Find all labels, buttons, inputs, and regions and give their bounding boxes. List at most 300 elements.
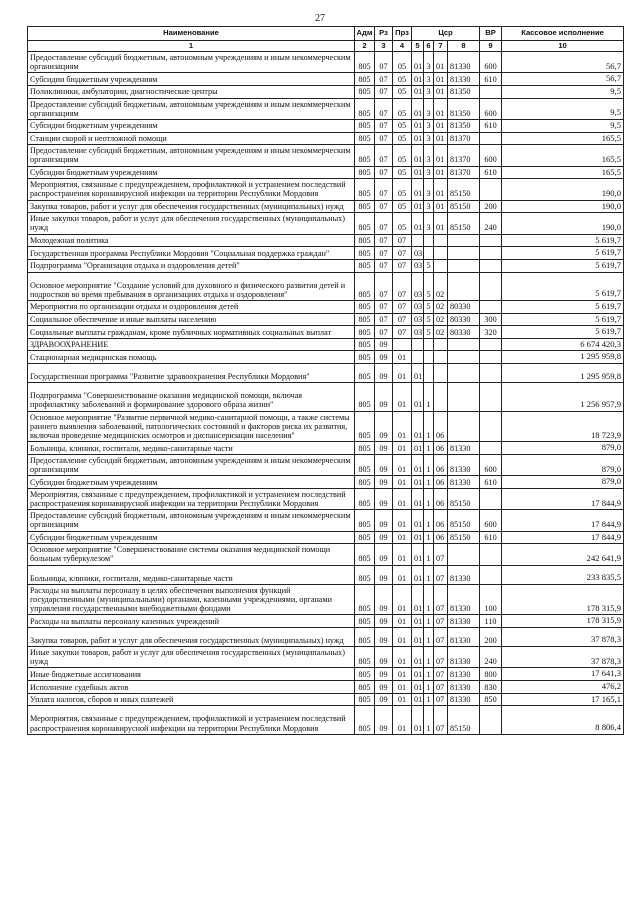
- row-sum: 5 619,7: [502, 272, 624, 300]
- row-prz: 07: [393, 313, 412, 326]
- row-csr-direction: 85150: [448, 200, 480, 213]
- row-csr-program: 01: [412, 488, 424, 509]
- row-vr: 110: [480, 615, 502, 628]
- row-name: Социальное обеспечение и иные выплаты населению: [28, 313, 355, 326]
- row-adm: 805: [355, 179, 375, 200]
- table-row: [28, 179, 624, 200]
- row-sum: 242 641,9: [502, 544, 624, 565]
- row-name: Мероприятия, связанные с предупреждением, профилактикой и устранением последствий распространения коронавирусной инфекции на территории Республики Мордовия: [28, 706, 355, 734]
- row-name: Основное мероприятие "Совершенствование системы оказания медицинской помощи больным туберкулезом": [28, 544, 355, 565]
- table-row: [28, 234, 624, 247]
- row-prz: 01: [393, 706, 412, 734]
- row-name: Молодежная политика: [28, 234, 355, 247]
- row-adm: 805: [355, 247, 375, 260]
- row-prz: 05: [393, 120, 412, 133]
- row-sum: 233 835,5: [502, 565, 624, 584]
- row-rz: 09: [375, 510, 393, 531]
- row-name: Уплата налогов, сборов и иных платежей: [28, 693, 355, 706]
- row-sum: 5 619,7: [502, 326, 624, 339]
- table-row: [28, 615, 624, 628]
- row-csr-event: 07: [434, 668, 448, 681]
- row-csr-program: [412, 234, 424, 247]
- table-row: [28, 364, 624, 383]
- row-adm: 805: [355, 454, 375, 475]
- row-adm: 805: [355, 145, 375, 166]
- row-adm: 805: [355, 681, 375, 694]
- table-row: [28, 86, 624, 99]
- row-csr-program: 01: [412, 454, 424, 475]
- header-adm: Адм: [355, 27, 375, 41]
- row-vr: [480, 259, 502, 272]
- row-sum: 5 619,7: [502, 234, 624, 247]
- row-prz: 01: [393, 615, 412, 628]
- row-csr-subprogram: 3: [424, 200, 434, 213]
- table-row: [28, 98, 624, 119]
- row-rz: 07: [375, 145, 393, 166]
- row-prz: 01: [393, 668, 412, 681]
- row-csr-direction: 81330: [448, 454, 480, 475]
- row-vr: 610: [480, 120, 502, 133]
- row-adm: 805: [355, 326, 375, 339]
- row-name: Социальные выплаты гражданам, кроме публичных нормативных социальных выплат: [28, 326, 355, 339]
- row-name: Закупка товаров, работ и услуг для обеспечения государственных (муниципальных) нужд: [28, 627, 355, 646]
- header-prz: Прз: [393, 27, 412, 41]
- row-rz: 09: [375, 681, 393, 694]
- table-row: [28, 531, 624, 544]
- row-csr-subprogram: 1: [424, 706, 434, 734]
- row-csr-direction: 81330: [448, 668, 480, 681]
- row-adm: 805: [355, 411, 375, 442]
- row-rz: 09: [375, 442, 393, 455]
- row-sum: 178 315,9: [502, 584, 624, 615]
- row-csr-subprogram: 5: [424, 300, 434, 313]
- row-csr-program: 01: [412, 200, 424, 213]
- row-vr: [480, 351, 502, 364]
- row-csr-subprogram: 3: [424, 213, 434, 234]
- row-prz: 07: [393, 300, 412, 313]
- col-num: 7: [434, 40, 448, 52]
- table-row: [28, 313, 624, 326]
- row-name: Государственная программа Республики Мордовия "Социальная поддержка граждан": [28, 247, 355, 260]
- table-row: [28, 442, 624, 455]
- row-csr-event: 06: [434, 411, 448, 442]
- row-rz: 09: [375, 544, 393, 565]
- row-vr: [480, 544, 502, 565]
- row-rz: 09: [375, 615, 393, 628]
- row-vr: 240: [480, 647, 502, 668]
- row-sum: 476,2: [502, 681, 624, 694]
- row-csr-event: 02: [434, 272, 448, 300]
- row-sum: 56,7: [502, 52, 624, 73]
- row-adm: 805: [355, 647, 375, 668]
- header-row: [28, 27, 624, 41]
- row-vr: 600: [480, 510, 502, 531]
- row-csr-event: 01: [434, 166, 448, 179]
- row-csr-subprogram: 1: [424, 565, 434, 584]
- row-csr-event: 02: [434, 326, 448, 339]
- row-name: Предоставление субсидий бюджетным, автономным учреждениям и иным некоммерческим организациям: [28, 52, 355, 73]
- row-vr: [480, 488, 502, 509]
- col-num: 10: [502, 40, 624, 52]
- row-prz: 01: [393, 510, 412, 531]
- row-csr-event: 06: [434, 454, 448, 475]
- row-adm: 805: [355, 476, 375, 489]
- row-csr-program: 03: [412, 326, 424, 339]
- col-num: 3: [375, 40, 393, 52]
- row-adm: 805: [355, 234, 375, 247]
- row-csr-subprogram: 1: [424, 681, 434, 694]
- row-vr: [480, 338, 502, 351]
- row-adm: 805: [355, 351, 375, 364]
- row-csr-event: [434, 259, 448, 272]
- row-name: Мероприятия, связанные с предупреждением, профилактикой и устранением последствий распространения коронавирусной инфекции на территории Республики Мордовия: [28, 179, 355, 200]
- row-adm: 805: [355, 383, 375, 411]
- row-adm: 805: [355, 565, 375, 584]
- row-csr-subprogram: 5: [424, 259, 434, 272]
- row-csr-event: 01: [434, 86, 448, 99]
- row-csr-subprogram: 1: [424, 627, 434, 646]
- row-csr-subprogram: 3: [424, 86, 434, 99]
- row-vr: [480, 300, 502, 313]
- row-csr-direction: 81330: [448, 565, 480, 584]
- row-prz: 01: [393, 544, 412, 565]
- row-name: Государственная программа "Развитие здравоохранения Республики Мордовия": [28, 364, 355, 383]
- row-csr-program: 03: [412, 247, 424, 260]
- row-vr: [480, 179, 502, 200]
- row-csr-subprogram: [424, 234, 434, 247]
- row-prz: 05: [393, 73, 412, 86]
- row-prz: 01: [393, 476, 412, 489]
- row-sum: 1 295 959,8: [502, 364, 624, 383]
- row-csr-direction: 81370: [448, 132, 480, 145]
- row-csr-event: 07: [434, 584, 448, 615]
- row-csr-subprogram: 1: [424, 488, 434, 509]
- col-num: 8: [448, 40, 480, 52]
- row-vr: 100: [480, 584, 502, 615]
- row-csr-event: 07: [434, 544, 448, 565]
- row-rz: 09: [375, 488, 393, 509]
- row-name: Станции скорой и неотложной помощи: [28, 132, 355, 145]
- row-vr: [480, 565, 502, 584]
- row-adm: 805: [355, 544, 375, 565]
- row-vr: [480, 411, 502, 442]
- row-rz: 09: [375, 454, 393, 475]
- row-sum: 190,0: [502, 179, 624, 200]
- row-csr-event: [434, 364, 448, 383]
- row-prz: 01: [393, 531, 412, 544]
- row-csr-program: 01: [412, 668, 424, 681]
- row-prz: 01: [393, 383, 412, 411]
- row-rz: 09: [375, 411, 393, 442]
- table-row: [28, 584, 624, 615]
- row-vr: 600: [480, 145, 502, 166]
- row-adm: 805: [355, 706, 375, 734]
- row-name: Субсидии бюджетным учреждениям: [28, 166, 355, 179]
- table-row: [28, 454, 624, 475]
- row-csr-program: 03: [412, 300, 424, 313]
- row-sum: 17 844,9: [502, 510, 624, 531]
- row-csr-subprogram: [424, 338, 434, 351]
- row-csr-subprogram: 3: [424, 132, 434, 145]
- row-rz: 07: [375, 247, 393, 260]
- row-name: Субсидии бюджетным учреждениям: [28, 73, 355, 86]
- header-csr: Цср: [412, 27, 480, 41]
- row-csr-direction: 81330: [448, 681, 480, 694]
- row-vr: 610: [480, 166, 502, 179]
- row-csr-program: 03: [412, 313, 424, 326]
- row-sum: 9,5: [502, 86, 624, 99]
- row-rz: 07: [375, 52, 393, 73]
- row-csr-event: 07: [434, 565, 448, 584]
- row-vr: 610: [480, 73, 502, 86]
- col-num: 1: [28, 40, 355, 52]
- row-sum: 9,5: [502, 98, 624, 119]
- row-csr-program: 01: [412, 693, 424, 706]
- row-prz: 01: [393, 627, 412, 646]
- row-csr-event: [434, 338, 448, 351]
- row-sum: 1 295 959,8: [502, 351, 624, 364]
- table-row: [28, 565, 624, 584]
- row-csr-program: 01: [412, 681, 424, 694]
- row-sum: 190,0: [502, 213, 624, 234]
- row-csr-event: 02: [434, 300, 448, 313]
- row-name: Мероприятия, связанные с предупреждением, профилактикой и устранением последствий распространения коронавирусной инфекции на территории Республики Мордовия: [28, 488, 355, 509]
- column-number-row: [28, 40, 624, 52]
- row-csr-direction: 85150: [448, 531, 480, 544]
- row-adm: 805: [355, 364, 375, 383]
- row-csr-subprogram: 1: [424, 584, 434, 615]
- row-csr-direction: 85150: [448, 488, 480, 509]
- row-rz: 07: [375, 259, 393, 272]
- row-vr: 200: [480, 200, 502, 213]
- row-csr-direction: [448, 364, 480, 383]
- row-prz: 01: [393, 411, 412, 442]
- row-prz: 07: [393, 326, 412, 339]
- row-adm: 805: [355, 98, 375, 119]
- row-csr-program: 01: [412, 86, 424, 99]
- row-csr-program: 01: [412, 411, 424, 442]
- row-sum: 17 844,9: [502, 488, 624, 509]
- row-adm: 805: [355, 627, 375, 646]
- page-number: 27: [315, 13, 325, 24]
- row-csr-program: 01: [412, 120, 424, 133]
- row-csr-subprogram: [424, 351, 434, 364]
- row-csr-direction: 81330: [448, 627, 480, 646]
- row-csr-event: 01: [434, 73, 448, 86]
- row-csr-event: 01: [434, 179, 448, 200]
- row-rz: 09: [375, 476, 393, 489]
- row-csr-subprogram: 1: [424, 476, 434, 489]
- row-vr: [480, 364, 502, 383]
- row-prz: 05: [393, 145, 412, 166]
- row-name: Расходы на выплаты персоналу в целях обеспечения выполнения функций государственными (муниципальными) органами, казенными учреждениями, органами управления государственными внебюджетными фондами: [28, 584, 355, 615]
- row-prz: 07: [393, 272, 412, 300]
- row-sum: 37 878,3: [502, 647, 624, 668]
- row-adm: 805: [355, 615, 375, 628]
- row-prz: 01: [393, 565, 412, 584]
- header-name: Наименование: [28, 27, 355, 41]
- row-csr-subprogram: 1: [424, 668, 434, 681]
- row-sum: 17 641,3: [502, 668, 624, 681]
- row-sum: 6 674 420,3: [502, 338, 624, 351]
- row-rz: 09: [375, 364, 393, 383]
- row-vr: [480, 247, 502, 260]
- row-csr-event: [434, 383, 448, 411]
- row-adm: 805: [355, 73, 375, 86]
- row-rz: 09: [375, 383, 393, 411]
- row-rz: 09: [375, 706, 393, 734]
- row-csr-direction: 81330: [448, 584, 480, 615]
- row-csr-program: 01: [412, 615, 424, 628]
- row-csr-direction: [448, 247, 480, 260]
- row-rz: 07: [375, 200, 393, 213]
- row-csr-direction: 80330: [448, 313, 480, 326]
- row-csr-direction: [448, 338, 480, 351]
- row-sum: 56,7: [502, 73, 624, 86]
- row-vr: 320: [480, 326, 502, 339]
- row-csr-event: 02: [434, 313, 448, 326]
- row-sum: 5 619,7: [502, 313, 624, 326]
- row-prz: 05: [393, 213, 412, 234]
- row-rz: 09: [375, 584, 393, 615]
- table-row: [28, 338, 624, 351]
- row-csr-program: 01: [412, 383, 424, 411]
- header-exec: Кассовое исполнение: [502, 27, 624, 41]
- row-csr-subprogram: 1: [424, 411, 434, 442]
- row-rz: 07: [375, 313, 393, 326]
- row-name: Расходы на выплаты персоналу казенных учреждений: [28, 615, 355, 628]
- row-name: Поликлиники, амбулатории, диагностические центры: [28, 86, 355, 99]
- row-vr: 300: [480, 313, 502, 326]
- row-csr-event: 06: [434, 476, 448, 489]
- row-csr-subprogram: 3: [424, 52, 434, 73]
- row-csr-event: [434, 234, 448, 247]
- row-sum: 9,5: [502, 120, 624, 133]
- row-csr-direction: [448, 272, 480, 300]
- row-prz: 05: [393, 132, 412, 145]
- row-csr-direction: [448, 351, 480, 364]
- row-csr-direction: 81330: [448, 647, 480, 668]
- row-name: Субсидии бюджетным учреждениям: [28, 476, 355, 489]
- row-vr: 200: [480, 627, 502, 646]
- row-rz: 09: [375, 647, 393, 668]
- table-row: [28, 200, 624, 213]
- row-csr-program: 01: [412, 627, 424, 646]
- row-prz: 01: [393, 488, 412, 509]
- row-csr-subprogram: 5: [424, 272, 434, 300]
- row-csr-subprogram: 1: [424, 615, 434, 628]
- row-sum: 18 723,9: [502, 411, 624, 442]
- row-adm: 805: [355, 510, 375, 531]
- row-csr-event: 01: [434, 145, 448, 166]
- row-csr-event: 07: [434, 627, 448, 646]
- table-row: [28, 259, 624, 272]
- row-vr: [480, 706, 502, 734]
- row-adm: 805: [355, 668, 375, 681]
- table-row: [28, 544, 624, 565]
- row-csr-direction: 81350: [448, 98, 480, 119]
- row-csr-event: 01: [434, 213, 448, 234]
- row-csr-direction: 81350: [448, 86, 480, 99]
- row-sum: 879,0: [502, 454, 624, 475]
- row-vr: 800: [480, 668, 502, 681]
- row-prz: 01: [393, 693, 412, 706]
- table-row: [28, 166, 624, 179]
- row-csr-subprogram: 3: [424, 179, 434, 200]
- row-csr-event: 01: [434, 98, 448, 119]
- row-prz: 07: [393, 247, 412, 260]
- row-csr-event: 07: [434, 681, 448, 694]
- table-row: [28, 145, 624, 166]
- row-name: Иные закупки товаров, работ и услуг для обеспечения государственных (муниципальных) нужд: [28, 647, 355, 668]
- row-csr-program: 01: [412, 565, 424, 584]
- row-adm: 805: [355, 313, 375, 326]
- row-name: Подпрограмма "Совершенствование оказания медицинской помощи, включая профилактику заболеваний и формирование здорового образа жизни": [28, 383, 355, 411]
- row-name: Подпрограмма "Организация отдыха и оздоровления детей": [28, 259, 355, 272]
- table-row: [28, 668, 624, 681]
- row-csr-program: 01: [412, 213, 424, 234]
- row-name: Мероприятия по организации отдыха и оздоровления детей: [28, 300, 355, 313]
- table-row: [28, 693, 624, 706]
- col-num: 5: [412, 40, 424, 52]
- row-name: ЗДРАВООХРАНЕНИЕ: [28, 338, 355, 351]
- row-vr: 610: [480, 531, 502, 544]
- row-sum: 5 619,7: [502, 259, 624, 272]
- row-name: Стационарная медицинская помощь: [28, 351, 355, 364]
- row-csr-event: 06: [434, 531, 448, 544]
- row-csr-subprogram: [424, 364, 434, 383]
- col-num: 4: [393, 40, 412, 52]
- row-csr-direction: [448, 383, 480, 411]
- row-name: Иные закупки товаров, работ и услуг для обеспечения государственных (муниципальных) нужд: [28, 213, 355, 234]
- row-csr-direction: 81330: [448, 476, 480, 489]
- row-csr-program: 01: [412, 476, 424, 489]
- row-prz: 01: [393, 584, 412, 615]
- row-rz: 07: [375, 132, 393, 145]
- row-csr-subprogram: 1: [424, 693, 434, 706]
- row-sum: 165,5: [502, 145, 624, 166]
- row-adm: 805: [355, 200, 375, 213]
- table-row: [28, 510, 624, 531]
- row-rz: 07: [375, 272, 393, 300]
- row-csr-direction: 85150: [448, 510, 480, 531]
- row-adm: 805: [355, 300, 375, 313]
- row-sum: 5 619,7: [502, 247, 624, 260]
- row-csr-direction: [448, 411, 480, 442]
- row-vr: 600: [480, 52, 502, 73]
- row-prz: 01: [393, 364, 412, 383]
- row-csr-subprogram: 3: [424, 145, 434, 166]
- table-body: [28, 52, 624, 735]
- row-csr-direction: 85150: [448, 706, 480, 734]
- row-csr-event: 06: [434, 488, 448, 509]
- table-row: [28, 73, 624, 86]
- row-rz: 07: [375, 179, 393, 200]
- table-row: [28, 351, 624, 364]
- row-prz: 07: [393, 234, 412, 247]
- row-vr: 600: [480, 98, 502, 119]
- row-csr-program: 03: [412, 272, 424, 300]
- row-adm: 805: [355, 120, 375, 133]
- row-csr-subprogram: 1: [424, 510, 434, 531]
- row-prz: 05: [393, 166, 412, 179]
- row-name: Исполнение судебных актов: [28, 681, 355, 694]
- row-csr-program: 01: [412, 584, 424, 615]
- row-csr-subprogram: 5: [424, 313, 434, 326]
- row-prz: 01: [393, 442, 412, 455]
- row-csr-subprogram: 1: [424, 544, 434, 565]
- row-csr-subprogram: 1: [424, 647, 434, 668]
